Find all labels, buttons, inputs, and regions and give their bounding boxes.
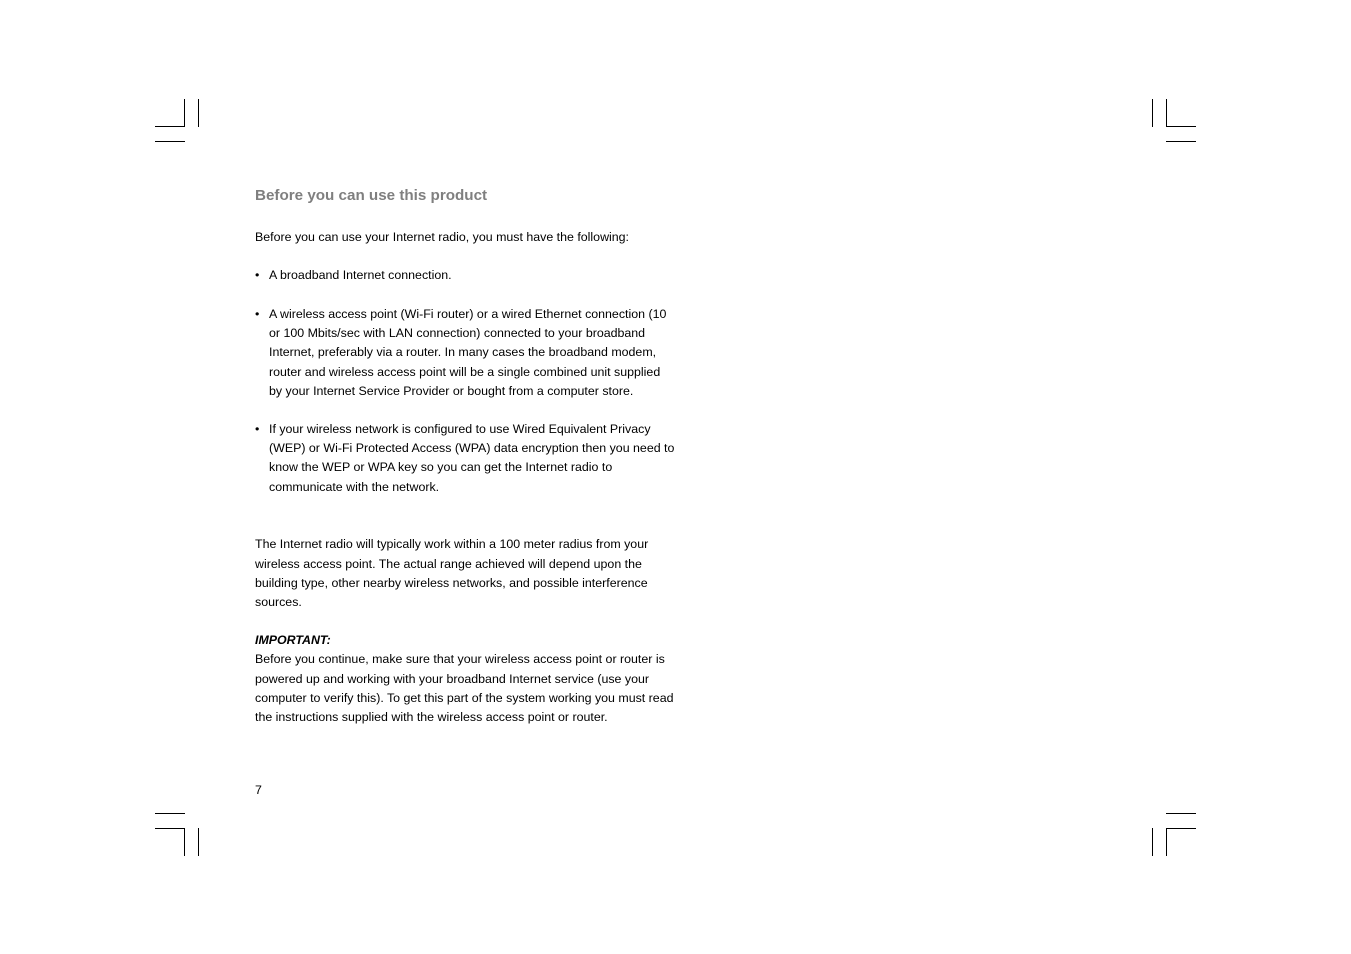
crop-mark [198,828,199,856]
crop-mark [184,828,185,856]
list-item-text: A broadband Internet connection. [269,267,452,282]
list-item [255,305,675,401]
crop-mark [198,99,199,127]
crop-mark [155,126,185,127]
bullet-icon: • [255,267,260,282]
crop-mark [1166,99,1167,127]
important-label: IMPORTANT: [255,633,331,648]
crop-mark [1152,99,1153,127]
crop-mark [155,141,185,142]
range-paragraph: The Internet radio will typically work within a 100 meter radius from your wireless access point. The actual range achieved will depend upon the building type, other nearby wireless networks, and possible interference sources. [255,537,649,610]
page-content [255,186,675,728]
crop-mark [155,828,185,829]
page-number: 7 [255,783,262,797]
crop-mark [1152,828,1153,856]
list-item [255,266,675,285]
list-item-text: If your wireless network is configured to use Wired Equivalent Privacy (WEP) or Wi-Fi Protected Access (WPA) data encryption then you need to know the WEP or WPA key so you can get the Internet radio to communicate with the network. [269,421,675,494]
crop-mark [1166,813,1196,814]
bullet-icon: • [255,421,260,436]
list-item-text: A wireless access point (Wi-Fi router) or a wired Ethernet connection (10 or 100 Mbits/sec with LAN connection) connected to your broadband Internet, preferably via a router. In many cases the broadband modem, router and wireless access point will be a single combined unit supplied by your Internet Service Provider or bought from a computer store. [269,306,667,398]
intro-paragraph: Before you can use your Internet radio, you must have the following: [255,230,630,244]
crop-mark [1166,126,1196,127]
list-item [255,420,675,497]
crop-mark [184,99,185,127]
crop-mark [1166,828,1196,829]
important-paragraph: Before you continue, make sure that your wireless access point or router is powered up and working with your broadband Internet service (use your computer to verify this). To get this part of the system working you must read the instructions supplied with the wireless access point or router. [255,652,674,725]
requirements-list [255,266,675,497]
crop-mark [1166,141,1196,142]
crop-mark [155,813,185,814]
bullet-icon: • [255,306,260,321]
page-title: Before you can use this product [255,187,488,204]
crop-mark [1166,828,1167,856]
